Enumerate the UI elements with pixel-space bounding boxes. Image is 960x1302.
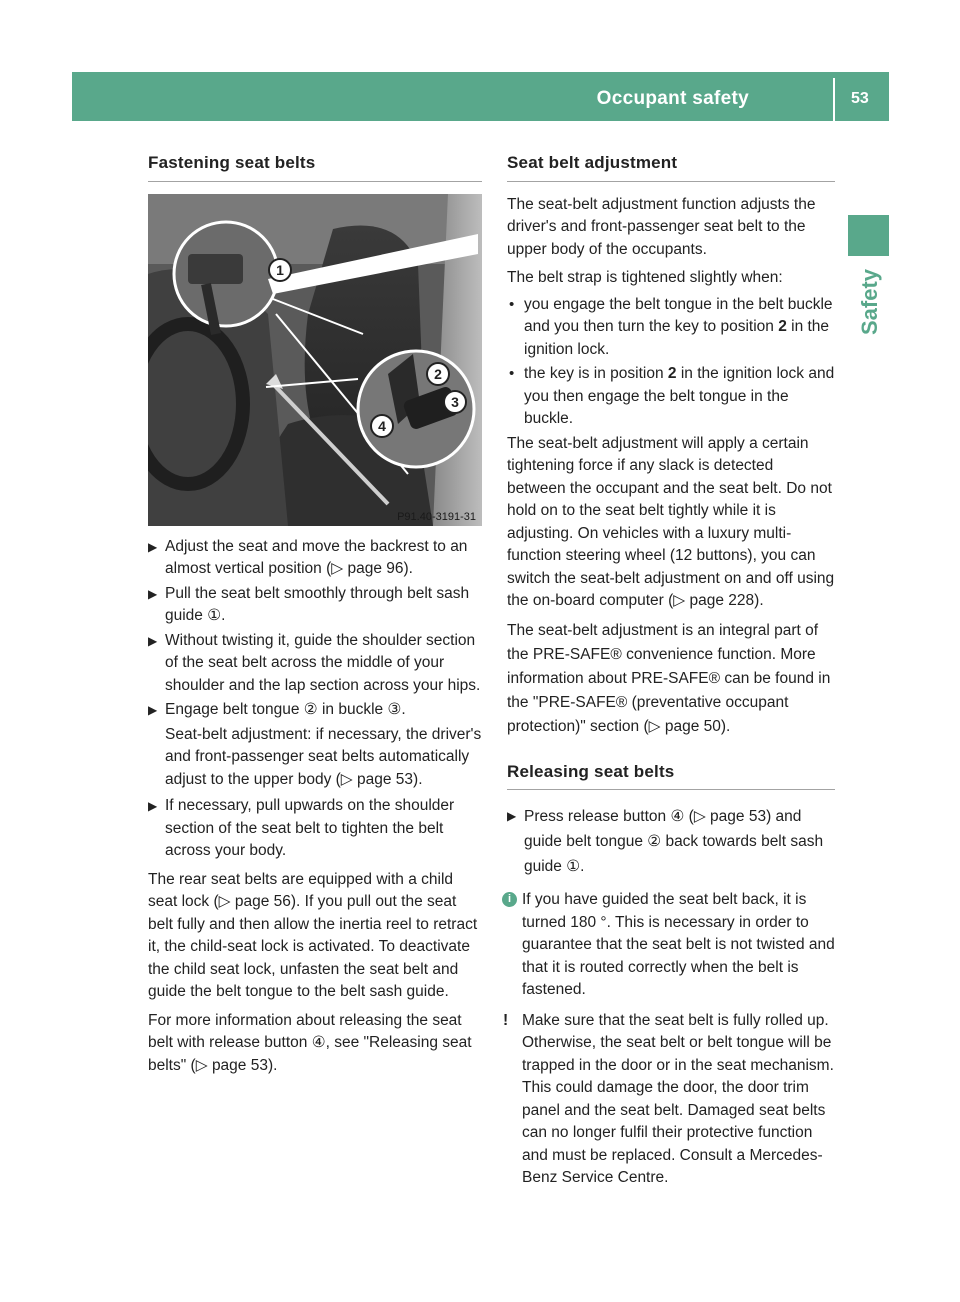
page-header — [72, 72, 889, 121]
svg-text:1: 1 — [276, 261, 284, 278]
chapter-tab — [848, 215, 889, 256]
figure-code: P91.40-3191-31 — [397, 510, 476, 523]
paragraph-tightening-force: The seat-belt adjustment will apply a certain tightening force if any slack is detected between the occupant and the seat belt. Do not hold on to the seat belt tightly while it is adjusting. On vehicles with a luxury multi-function steering wheel (12 buttons), you can switch the seat-belt adjustment on and off using the on-board computer (▷ page 228). — [507, 434, 835, 609]
step-guide-belt: ▶ Without twisting it, guide the shoulder section of the seat belt across the middle of your shoulder and the lap section across your hips. — [148, 631, 481, 694]
warning-icon: ! — [503, 1011, 509, 1029]
step-tighten-belt: ▶ If necessary, pull upwards on the shoulder section of the seat belt to tighten the belt across your body. — [148, 797, 455, 859]
page-number: 53 — [851, 90, 869, 107]
step-arrow-icon: ▶ — [148, 799, 158, 813]
step-arrow-icon: ▶ — [148, 633, 158, 648]
chapter-label: Safety — [857, 268, 882, 335]
right-column — [503, 152, 835, 1198]
header-divider — [833, 78, 835, 121]
callout-4 — [371, 415, 393, 437]
bullet-key-then-engage: • the key is in position 2 in the ignition lock and you then engage the belt tongue in the buckle. — [509, 365, 835, 427]
paragraph-more-info: For more information about releasing the seat belt with release button ④, see "Releasing seat belts" (▷ page 53). — [148, 1011, 472, 1074]
svg-text:2: 2 — [434, 365, 442, 382]
step-result-note: Seat-belt adjustment: if necessary, the driver's and front-passenger seat belts automatically adjust to the upper body (▷ page 53). — [165, 725, 482, 788]
bullet-dot-icon: • — [509, 295, 515, 313]
callout-3 — [444, 391, 466, 413]
step-adjust-seat: ▶ Adjust the seat and move the backrest to an almost vertical position (▷ page 96). — [148, 537, 468, 577]
heading-releasing: Releasing seat belts — [507, 761, 835, 791]
paragraph-child-lock: The rear seat belts are equipped with a child seat lock (▷ page 56). If you pull out the seat belt fully and then allow the inertia reel to retract it, the child-seat lock is activated. To deactivate the child seat lock, unfasten the seat belt and guide the belt tongue to the belt sash guide. — [148, 870, 478, 1000]
heading-fastening: Fastening seat belts — [148, 152, 482, 182]
step-arrow-icon: ▶ — [507, 809, 517, 823]
section-title: Occupant safety — [596, 88, 749, 109]
svg-text:3: 3 — [451, 393, 459, 410]
paragraph-tightened-when: The belt strap is tightened slightly when: — [507, 269, 783, 286]
bullet-dot-icon: • — [509, 365, 515, 382]
step-press-release: ▶ Press release button ④ (▷ page 53) and guide belt tongue ② back towards belt sash guide ①. — [507, 804, 835, 879]
svg-text:4: 4 — [378, 417, 386, 434]
step-arrow-icon: ▶ — [148, 539, 158, 554]
paragraph-pre-safe: The seat-belt adjustment is an integral part of the PRE-SAFE® convenience function. More information about PRE-SAFE® can be found in the "PRE-SAFE® (preventative occupant protection)" section (▷ page 50). — [507, 621, 831, 735]
step-arrow-icon: ▶ — [148, 586, 158, 601]
info-icon: i — [502, 892, 517, 907]
left-column — [148, 152, 482, 1079]
bullet-engage-then-key: • you engage the belt tongue in the belt buckle and you then turn the key to position 2 in the ignition lock. — [509, 295, 833, 358]
callout-1 — [269, 259, 291, 281]
step-pull-belt: ▶ Pull the seat belt smoothly through belt sash guide ①. — [148, 584, 470, 624]
step-arrow-icon: ▶ — [148, 703, 158, 717]
paragraph-adjustment-intro: The seat-belt adjustment function adjusts the driver's and front-passenger seat belt to the upper body of the occupants. — [507, 195, 816, 258]
seat-belt-illustration — [148, 194, 482, 526]
seat-photo — [148, 194, 482, 526]
warning-note: ! Make sure that the seat belt is fully rolled up. Otherwise, the seat belt or belt tongue will be trapped in the door or in the seat mechanism. This could damage the door, the door trim panel and the seat belt. Damaged seat belts can no longer fulfil their protective function and must be replaced. Consult a Mercedes-Benz Service Centre. — [503, 1011, 834, 1186]
heading-adjustment: Seat belt adjustment — [507, 152, 835, 182]
step-engage-tongue: ▶ Engage belt tongue ② in buckle ③. — [148, 699, 482, 722]
callout-2 — [427, 363, 449, 385]
info-note: i If you have guided the seat belt back, it is turned 180 °. This is necessary in order to guarantee that the seat belt is not twisted and that it is routed correctly when the belt is fastened. — [507, 889, 835, 1002]
